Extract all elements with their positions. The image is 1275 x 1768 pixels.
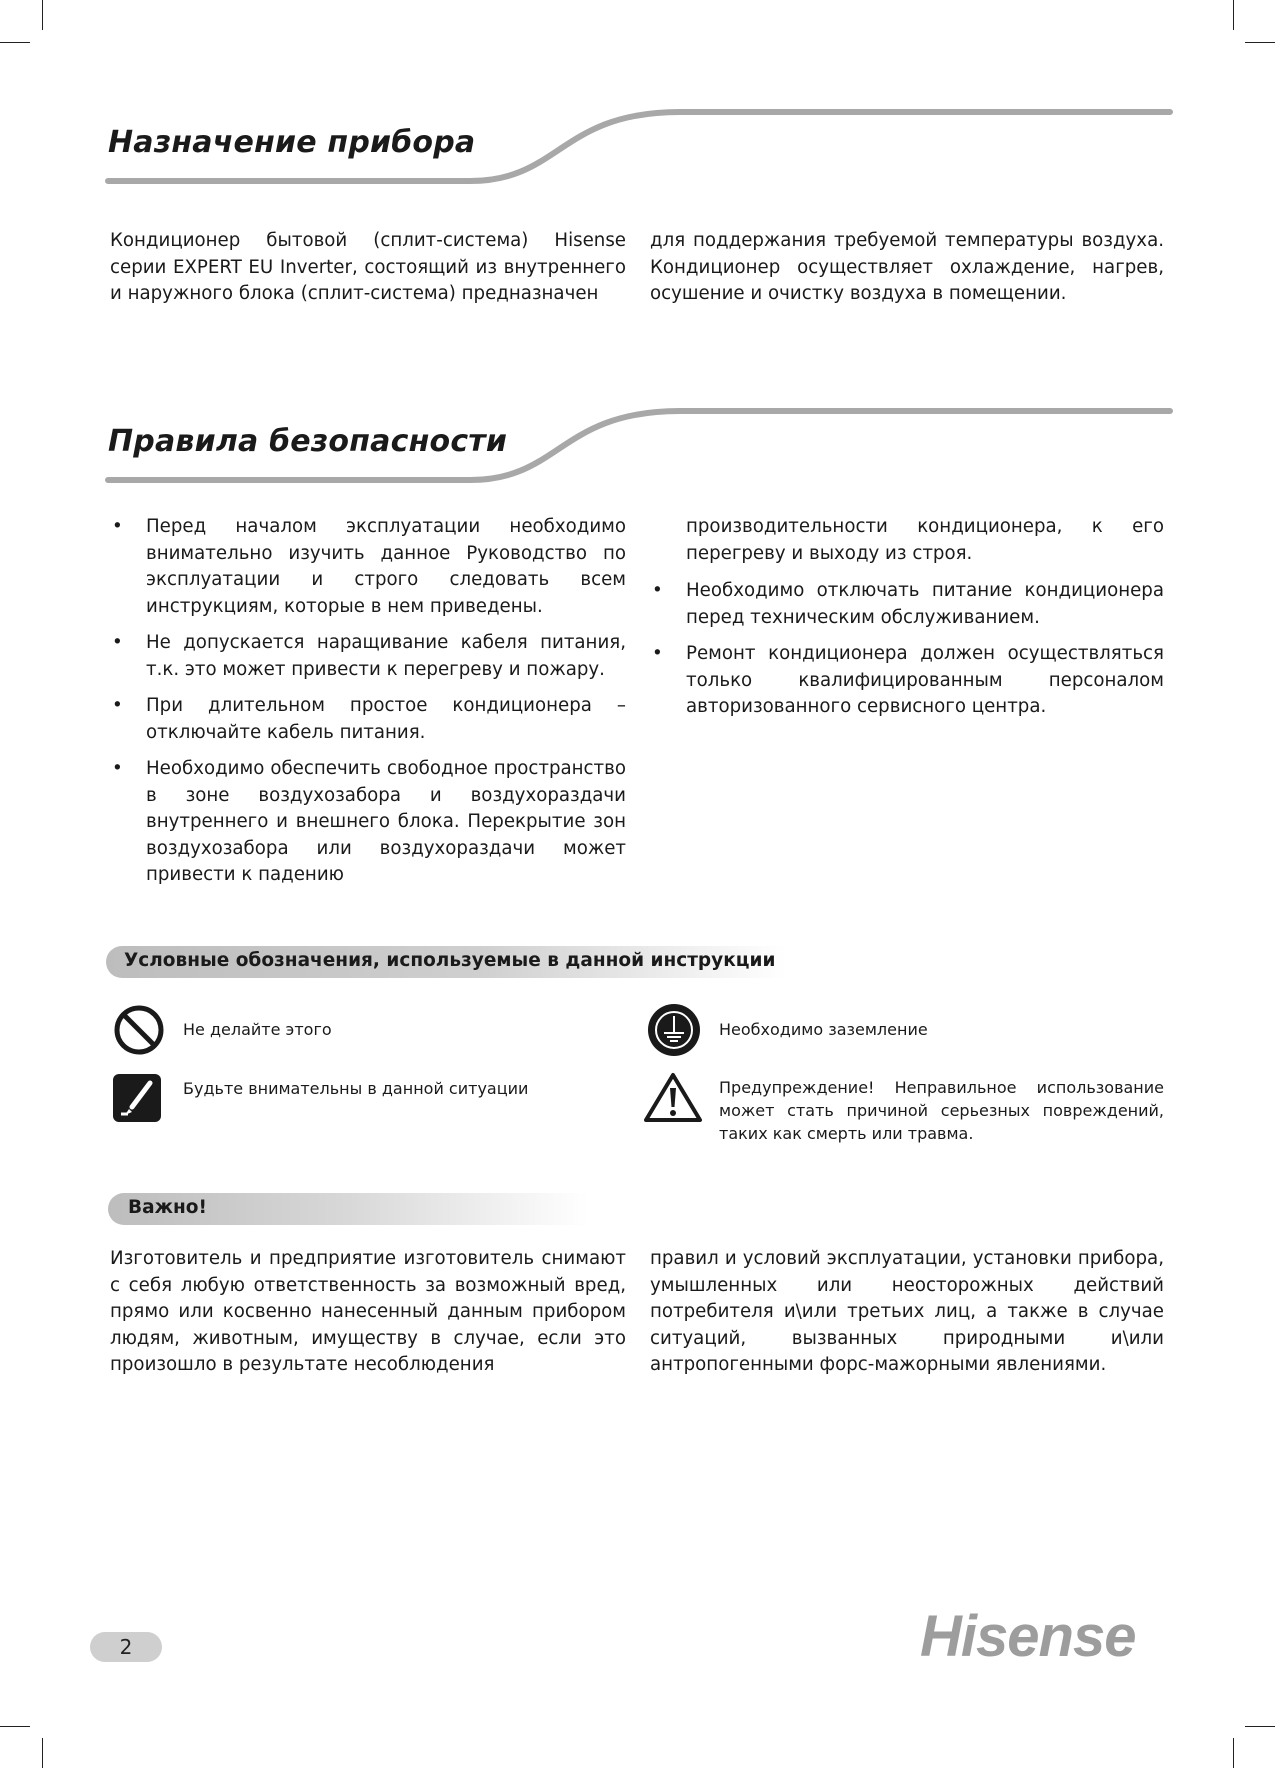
list-item: • При длительном простое кондиционера – отключайте кабель питания. bbox=[112, 695, 626, 743]
prohibited-icon bbox=[112, 1003, 166, 1057]
bullet-icon: • bbox=[652, 643, 663, 664]
safety-continuation: производительности кондиционера, к его перегреву и выходу из строя. bbox=[686, 516, 1164, 564]
important-text-left: Изготовитель и предприятие изготовитель снимают с себя любую ответственность за возможный вред, прямо или косвенно нанесенный данным прибором людям, животным, имуществу в случае, если это произошло в результате несоблюдения bbox=[110, 1248, 626, 1375]
safety-list-right bbox=[650, 578, 1164, 731]
list-item: • Ремонт кондиционера должен осуществляться только квалифицированным персоналом авторизованного сервисного центра. bbox=[652, 643, 1164, 717]
legend-title: Условные обозначения, используемые в данной инструкции bbox=[124, 950, 776, 971]
safety-list-left bbox=[110, 514, 626, 899]
legend-text-no: Не делайте этого bbox=[183, 1020, 332, 1039]
warning-triangle-icon bbox=[643, 1071, 703, 1123]
purpose-text-left: Кондиционер бытовой (сплит-система) Hisense серии EXPERT EU Inverter, состоящий из внутреннего и наружного блока (сплит-система) предназначен bbox=[110, 230, 626, 304]
legend-text-warning: Предупреждение! Неправильное использование может стать причиной серьезных повреждений, таких как смерть или травма. bbox=[719, 1078, 1164, 1143]
important-title: Важно! bbox=[128, 1197, 207, 1218]
purpose-text-right: для поддержания требуемой температуры воздуха. Кондиционер осуществляет охлаждение, нагрев, осушение и очистку воздуха в помещении. bbox=[650, 230, 1164, 304]
pen-icon bbox=[112, 1073, 162, 1123]
list-item: • Необходимо отключать питание кондиционера перед техническим обслуживанием. bbox=[652, 580, 1164, 628]
brand-logo: Hisense bbox=[920, 1604, 1136, 1669]
page-number: 2 bbox=[90, 1632, 162, 1662]
bullet-icon: • bbox=[112, 632, 123, 653]
list-item: • Не допускается наращивание кабеля питания, т.к. это может привести к перегреву и пожару. bbox=[112, 632, 626, 680]
section-title-safety: Правила безопасности bbox=[108, 424, 508, 459]
bullet-icon: • bbox=[112, 516, 123, 537]
list-item: • Необходимо обеспечить свободное пространство в зоне воздухозабора и воздухораздачи внутреннего и внешнего блока. Перекрытие зон воздухозабора или воздухораздачи может привести к падению bbox=[112, 758, 626, 885]
section-title-purpose: Назначение прибора bbox=[108, 125, 476, 160]
bullet-icon: • bbox=[112, 758, 123, 779]
legend-text-attention: Будьте внимательны в данной ситуации bbox=[183, 1079, 529, 1098]
list-item: • Перед началом эксплуатации необходимо внимательно изучить данное Руководство по эксплуатации и строго следовать всем инструкциям, которые в нем приведены. bbox=[112, 516, 626, 617]
bullet-icon: • bbox=[652, 580, 663, 601]
legend-text-ground: Необходимо заземление bbox=[719, 1020, 928, 1039]
bullet-icon: • bbox=[112, 695, 123, 716]
ground-icon bbox=[646, 1002, 702, 1058]
important-text-right: правил и условий эксплуатации, установки прибора, умышленных или неосторожных действий потребителя и\или третьих лиц, а также в случае ситуаций, вызванных природными и\или антропогенными форс-мажорными явлениями. bbox=[650, 1248, 1164, 1375]
